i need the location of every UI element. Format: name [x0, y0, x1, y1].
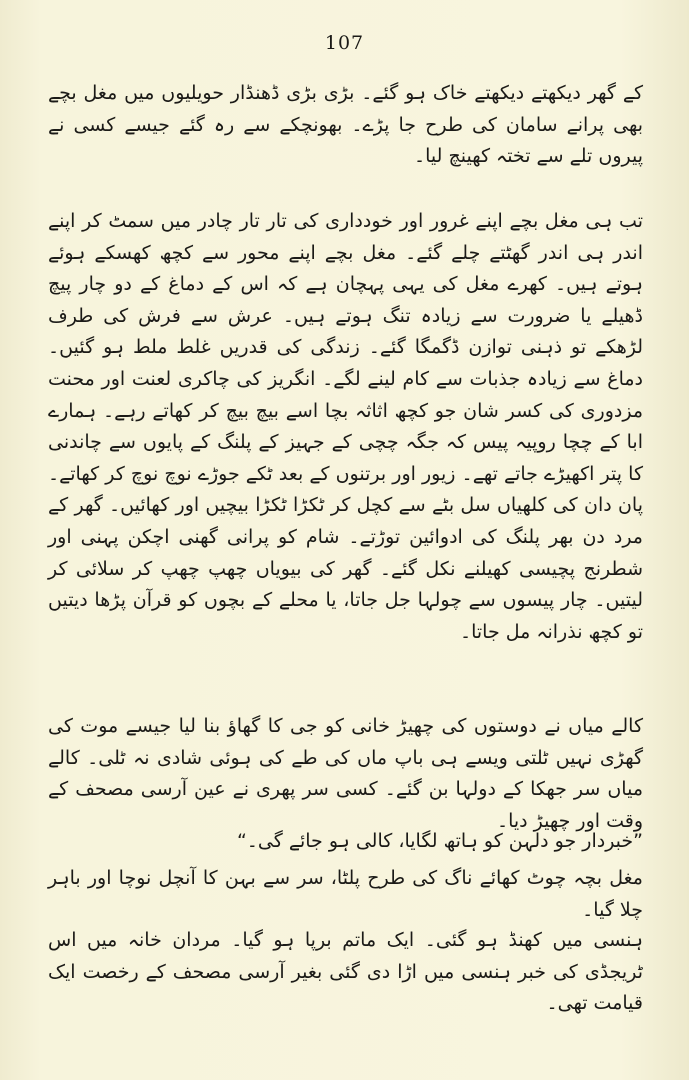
- paragraph-text: مغل بچہ چوٹ کھائے ناگ کی طرح پلٹا، سر سے بہن کا آنچل نوچا اور باہر چلا گیا۔: [48, 867, 643, 921]
- paragraph-text: ہنسی میں کھنڈ ہو گئی۔ ایک ماتم برپا ہو گیا۔ مردان خانہ میں اس ٹریجڈی کی خبر ہنسی میں اڑا دی گئی بغیر آرسی مصحف کے رخصت ایک قیامت تھی۔: [48, 929, 643, 1015]
- page-number: 107: [324, 32, 365, 54]
- paragraph-text: ”خبردار جو دلہن کو ہاتھ لگایا، کالی ہو جائے گی۔“: [236, 830, 643, 852]
- paragraph-2: [48, 206, 643, 648]
- paragraph-4-quote: [48, 826, 643, 858]
- paragraph-text: تب ہی مغل بچے اپنے غرور اور خودداری کی تار تار چادر میں سمٹ کر اپنے اندر ہی اندر گھٹتے چلے گئے۔ مغل بچے اپنے محور سے کچھ کھسکے ہوئے ہوتے ہیں۔ کھرے مغل کی یہی پہچان ہے کہ اس کے دماغ کے دو چار پیچ ڈھیلے یا ضرورت سے زیادہ تنگ ہوتے ہیں۔ عرش سے فرش کی طرف لڑھکے تو ذہنی توازن ڈگمگا گئے۔ زندگی کی قدریں غلط ملط ہو گئیں۔ دماغ سے زیادہ جذبات سے کام لینے لگے۔ انگریز کی چاکری لعنت اور محنت مزدوری کی کسر شان جو کچھ اثاثہ بچا اسے بیچ بیچ کر کھاتے رہے۔ ہمارے ابا کے چچا روپیہ پیس کہ جگہ چچی کے جہیز کے پلنگ کے پایوں سے چاندنی کا پتر اکھیڑے جاتے تھے۔ زیور اور برتنوں کے بعد ٹکے جوڑے نوچ نوچ کر کھاتے۔ پان دان کی کلھیاں سل بٹے سے کچل کر ٹکڑا ٹکڑا بیچیں اور کھائیں۔ گھر کے مرد دن بھر پلنگ کی ادوائین توڑتے۔ شام کو پرانی گھنی اچکن پہنی اور شطرنج پچیسی کھیلنے نکل گئے۔ گھر کی بیویاں چھپ چھپ کر سلائی کر لیتیں۔ چار پیسوں سے چولہا جل جاتا، یا محلے کے بچوں کو قرآن پڑھا دیتیں تو کچھ نذرانہ مل جاتا۔: [48, 210, 643, 643]
- paragraph-text: کالے میاں نے دوستوں کی چھیڑ خانی کو جی کا گھاؤ بنا لیا جیسے موت کی گھڑی نہیں ٹلتی ویسے ہی باپ ماں کی طے کی ہوئی شادی نہ ٹلی۔ کالے میاں سر جھکا کے دولہا بن گئے۔ کسی سر پھری نے عین آرسی مصحف کے وقت اور چھیڑ دیا۔: [48, 715, 643, 832]
- paragraph-1: [48, 78, 643, 173]
- paragraph-text: کے گھر دیکھتے دیکھتے خاک ہو گئے۔ بڑی بڑی ڈھنڈار حویلیوں میں مغل بچے بھی پرانے سامان کی طرح جا پڑے۔ بھونچکے سے رہ گئے جیسے کسی نے پیروں تلے سے تختہ کھینچ لیا۔: [48, 82, 643, 168]
- paragraph-6: [48, 925, 643, 1020]
- paragraph-3: [48, 711, 643, 837]
- paragraph-5: [48, 863, 643, 926]
